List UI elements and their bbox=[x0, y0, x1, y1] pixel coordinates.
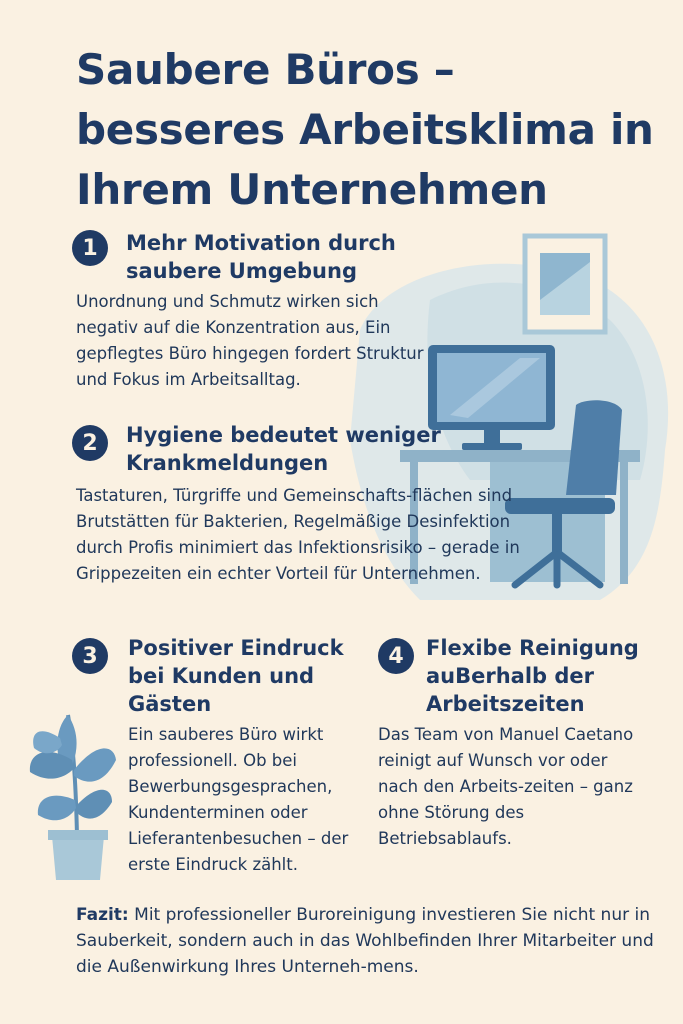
potted-plant-icon bbox=[30, 715, 116, 880]
section-4-heading: Flexibe Reinigung auBerhalb der Arbeitszeiten bbox=[426, 636, 639, 716]
section-1-number-badge: 1 bbox=[72, 230, 108, 266]
framed-picture-icon bbox=[525, 236, 605, 332]
section-3-number-badge: 3 bbox=[72, 638, 108, 674]
section-2-number-badge: 2 bbox=[72, 425, 108, 461]
section-1-heading: Mehr Motivation durch saubere Umgebung bbox=[126, 231, 396, 283]
section-3-heading: Positiver Eindruck bei Kunden und Gästen bbox=[128, 636, 344, 716]
section-1-text: Unordnung und Schmutz wirken sich negativ auf die Konzentration aus, Ein gepflegtes Büro hingegen fordert Struktur und Fokus im Arbeitsalltag. bbox=[76, 292, 424, 389]
conclusion-paragraph bbox=[76, 902, 666, 980]
page-title: Saubere Büros – besseres Arbeitsklima in Ihrem Unternehmen bbox=[76, 45, 654, 214]
section-4-text: Das Team von Manuel Caetano reinigt auf Wunsch vor oder nach den Arbeits-zeiten – ganz ohne Störung des Betriebsablaufs. bbox=[378, 725, 634, 848]
section-4-number-badge: 4 bbox=[378, 638, 414, 674]
conclusion-label: Fazit: bbox=[76, 905, 129, 925]
section-2-heading: Hygiene bedeutet weniger Krankmeldungen bbox=[126, 423, 441, 475]
section-3-text: Ein sauberes Büro wirkt professionell. Ob bei Bewerbungsgesprachen, Kundenterminen oder Lieferantenbesuchen – der erste Eindruck zählt. bbox=[128, 725, 349, 874]
section-2-text: Tastaturen, Türgriffe und Gemeinschafts-flächen sind Brutstätten für Bakterien, Regelmäßige Desinfektion durch Profis minimiert das Infektionsrisiko – gerade in Grippezeiten ein echter Vorteil für Unternehmen. bbox=[76, 486, 520, 583]
conclusion-text: Mit professioneller Buroreinigung investieren Sie nicht nur in Sauberkeit, sondern auch in das Wohlbefinden Ihrer Mitarbeiter und die Außenwirkung Ihres Unterneh-mens. bbox=[76, 905, 654, 977]
